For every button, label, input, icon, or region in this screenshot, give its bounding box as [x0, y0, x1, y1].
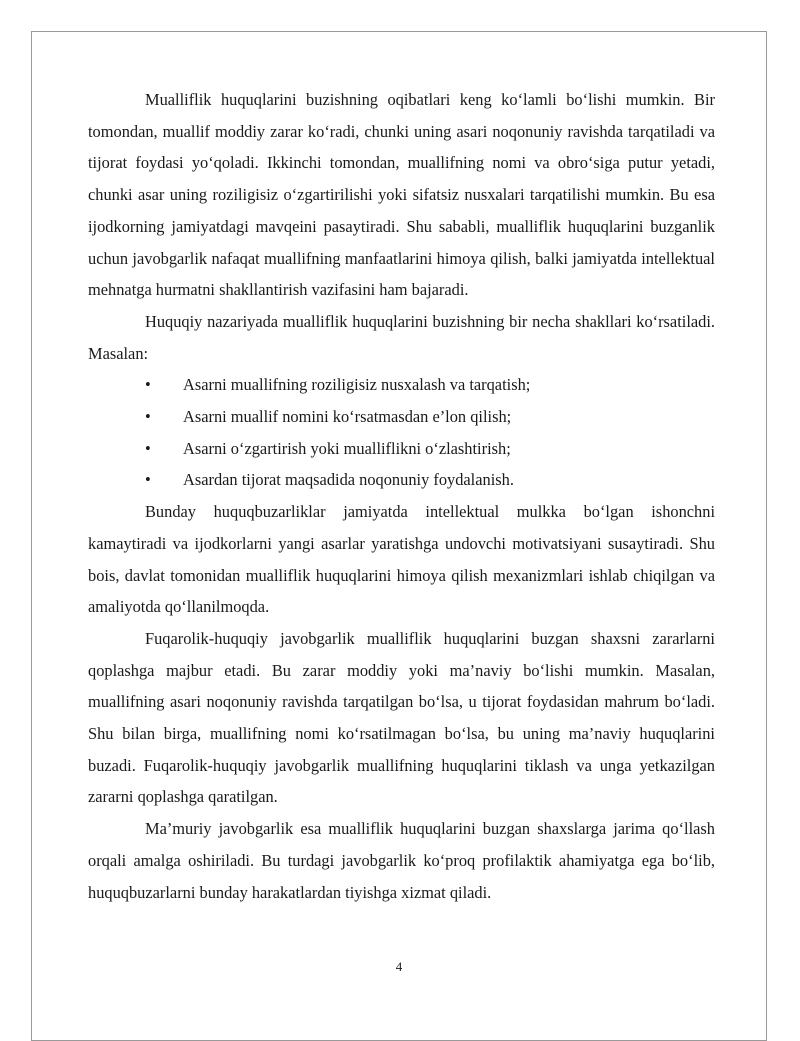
- document-page: [31, 31, 767, 1041]
- list-item-text: Asarni muallifning roziligisiz nusxalash va tarqatish;: [183, 375, 531, 395]
- list-item-text: Asardan tijorat maqsadida noqonuniy foydalanish.: [183, 470, 514, 490]
- list-item: [88, 401, 715, 433]
- list-item: [88, 433, 715, 465]
- list-item-text: Asarni muallif nomini ko‘rsatmasdan e’lon qilish;: [183, 407, 512, 427]
- paragraph: Ma’muriy javobgarlik esa mualliflik huquqlarini buzgan shaxslarga jarima qo‘llash orqali amalga oshiriladi. Bu turdagi javobgarlik ko‘proq profilaktik ahamiyatga ega bo‘lib, huquqbuzarlarni bunday harakatlardan tiyishga xizmat qiladi.: [88, 819, 715, 902]
- bullet-icon: •: [145, 438, 151, 458]
- bullet-icon: •: [145, 375, 151, 395]
- paragraph: Fuqarolik-huquqiy javobgarlik mualliflik huquqlarini buzgan shaxsni zararlarni qoplashga majbur etadi. Bu zarar moddiy yoki ma’naviy bo‘lishi mumkin. Masalan, muallifning asari noqonuniy ravishda tarqatilgan bo‘lsa, u tijorat foydasidan mahrum bo‘ladi. Shu bilan birga, muallifning nomi ko‘rsatilmagan bo‘lsa, bu uning ma’naviy huquqlarini buzadi. Fuqarolik-huquqiy javobgarlik muallifning huquqlarini tiklash va unga yetkazilgan zararni qoplashga qaratilgan.: [88, 628, 715, 807]
- page-body: [88, 84, 715, 908]
- bullet-list: [88, 369, 715, 496]
- paragraph: Huquqiy nazariyada mualliflik huquqlarini buzishning bir necha shakllari ko‘rsatiladi. Masalan:: [88, 311, 715, 363]
- bullet-icon: •: [145, 407, 151, 427]
- paragraph: Mualliflik huquqlarini buzishning oqibatlari keng ko‘lamli bo‘lishi mumkin. Bir tomondan, muallif moddiy zarar ko‘radi, chunki uning asari noqonuniy ravishda tarqatiladi va tijorat foydasi yo‘qoladi. Ikkinchi tomondan, muallifning nomi va obro‘siga putur yetadi, chunki asar uning roziligisiz o‘zgartirilishi yoki sifatsiz nusxalari tarqatilishi mumkin. Bu esa ijodkorning jamiyatdagi mavqeini pasaytiradi. Shu sababli, mualliflik huquqlarini buzganlik uchun javobgarlik nafaqat muallifning manfaatlarini himoya qilish, balki jamiyatda intellektual mehnatga hurmatni shakllantirish vazifasini ham bajaradi.: [88, 90, 715, 300]
- paragraph: Bunday huquqbuzarliklar jamiyatda intellektual mulkka bo‘lgan ishonchni kamaytiradi va ijodkorlarni yangi asarlar yaratishga undovchi motivatsiyani susaytiradi. Shu bois, davlat tomonidan mualliflik huquqlarini himoya qilish mexanizmlari ishlab chiqilgan va amaliyotda qo‘llanilmoqda.: [88, 502, 715, 617]
- list-item-text: Asarni o‘zgartirish yoki mualliflikni o‘zlashtirish;: [183, 438, 511, 458]
- bullet-icon: •: [145, 470, 151, 490]
- list-item: [88, 369, 715, 401]
- page-number: 4: [395, 959, 403, 974]
- list-item: [88, 464, 715, 496]
